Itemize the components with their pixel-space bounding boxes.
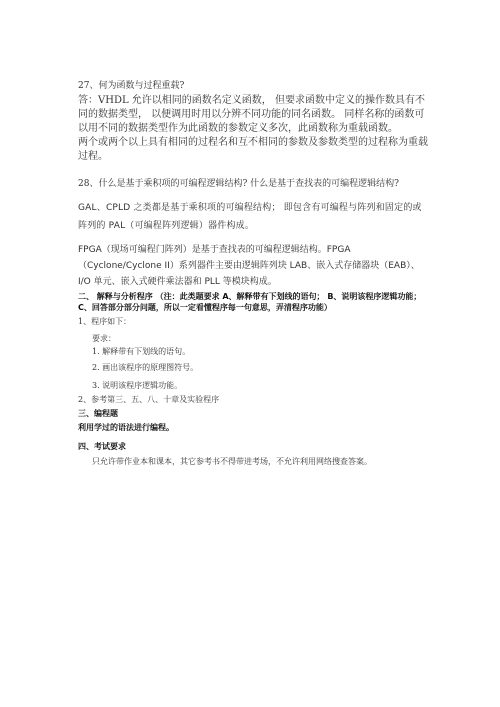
answer-27-paragraph-2: 两个或两个以上具有相同的过程名和互不相同的参数及参数类型的过程称为重载过程。 xyxy=(78,137,428,162)
requirement-3: 3. 说明该程序逻辑功能。 xyxy=(92,381,183,390)
section-4-text: 只允许带作业本和课本，其它参考书不得带进考场，不允许利用网络搜查答案。 xyxy=(92,457,372,466)
section-3-heading: 三、编程题 xyxy=(78,409,118,418)
section-2-heading: 二、 解释与分析程序 （注：此类题要求 A、解释带有下划线的语句； B、说明该程序逻辑功能； C、回答部分部分问题，所以一定看懂程序每一句意思，弄清程序功能） xyxy=(78,292,422,312)
section-3-text: 利用学过的语法进行编程。 xyxy=(78,423,174,432)
requirement-2: 2. 画出该程序的原理图符号。 xyxy=(92,363,199,372)
requirement-1: 1. 解释带有下划线的语句。 xyxy=(92,347,191,356)
answer-28-paragraph-2: FPGA（现场可编程门阵列）是基于查找表的可编程逻辑结构。FPGA（Cyclone/Cyclone II）系列器件主要由逻辑阵列块 LAB、嵌入式存储器块（EAB）、I/O 单元、嵌入式硬件乘法器和 PLL 等模块构成。 xyxy=(78,245,420,287)
program-item-1: 1、程序如下： xyxy=(78,317,132,326)
program-item-2: 2、参考第三、五、八、十章及实验程序 xyxy=(78,395,220,404)
section-4-heading: 四、考试要求 xyxy=(78,442,126,451)
answer-27-paragraph-1: 答：VHDL 允许以相同的函数名定义函数， 但要求函数中定义的操作数具有不同的数据类型， 以便调用时用以分辨不同功能的同名函数。 同样名称的函数可以用不同的数据类型作为此函数的参数定义多次，此函数称为重载函数。 xyxy=(78,95,425,134)
answer-28-paragraph-1: GAL、CPLD 之类都是基于乘积项的可编程结构； 即包含有可编程与阵列和固定的或阵列的 PAL（可编程阵列逻辑）器件构成。 xyxy=(78,203,422,231)
question-27: 27、何为函数与过程重载? xyxy=(78,81,185,91)
question-28: 28、什么是基于乘积项的可编程逻辑结构? 什么是基于查找表的可编程逻辑结构? xyxy=(78,179,399,189)
requirements-label: 要求： xyxy=(92,334,116,343)
